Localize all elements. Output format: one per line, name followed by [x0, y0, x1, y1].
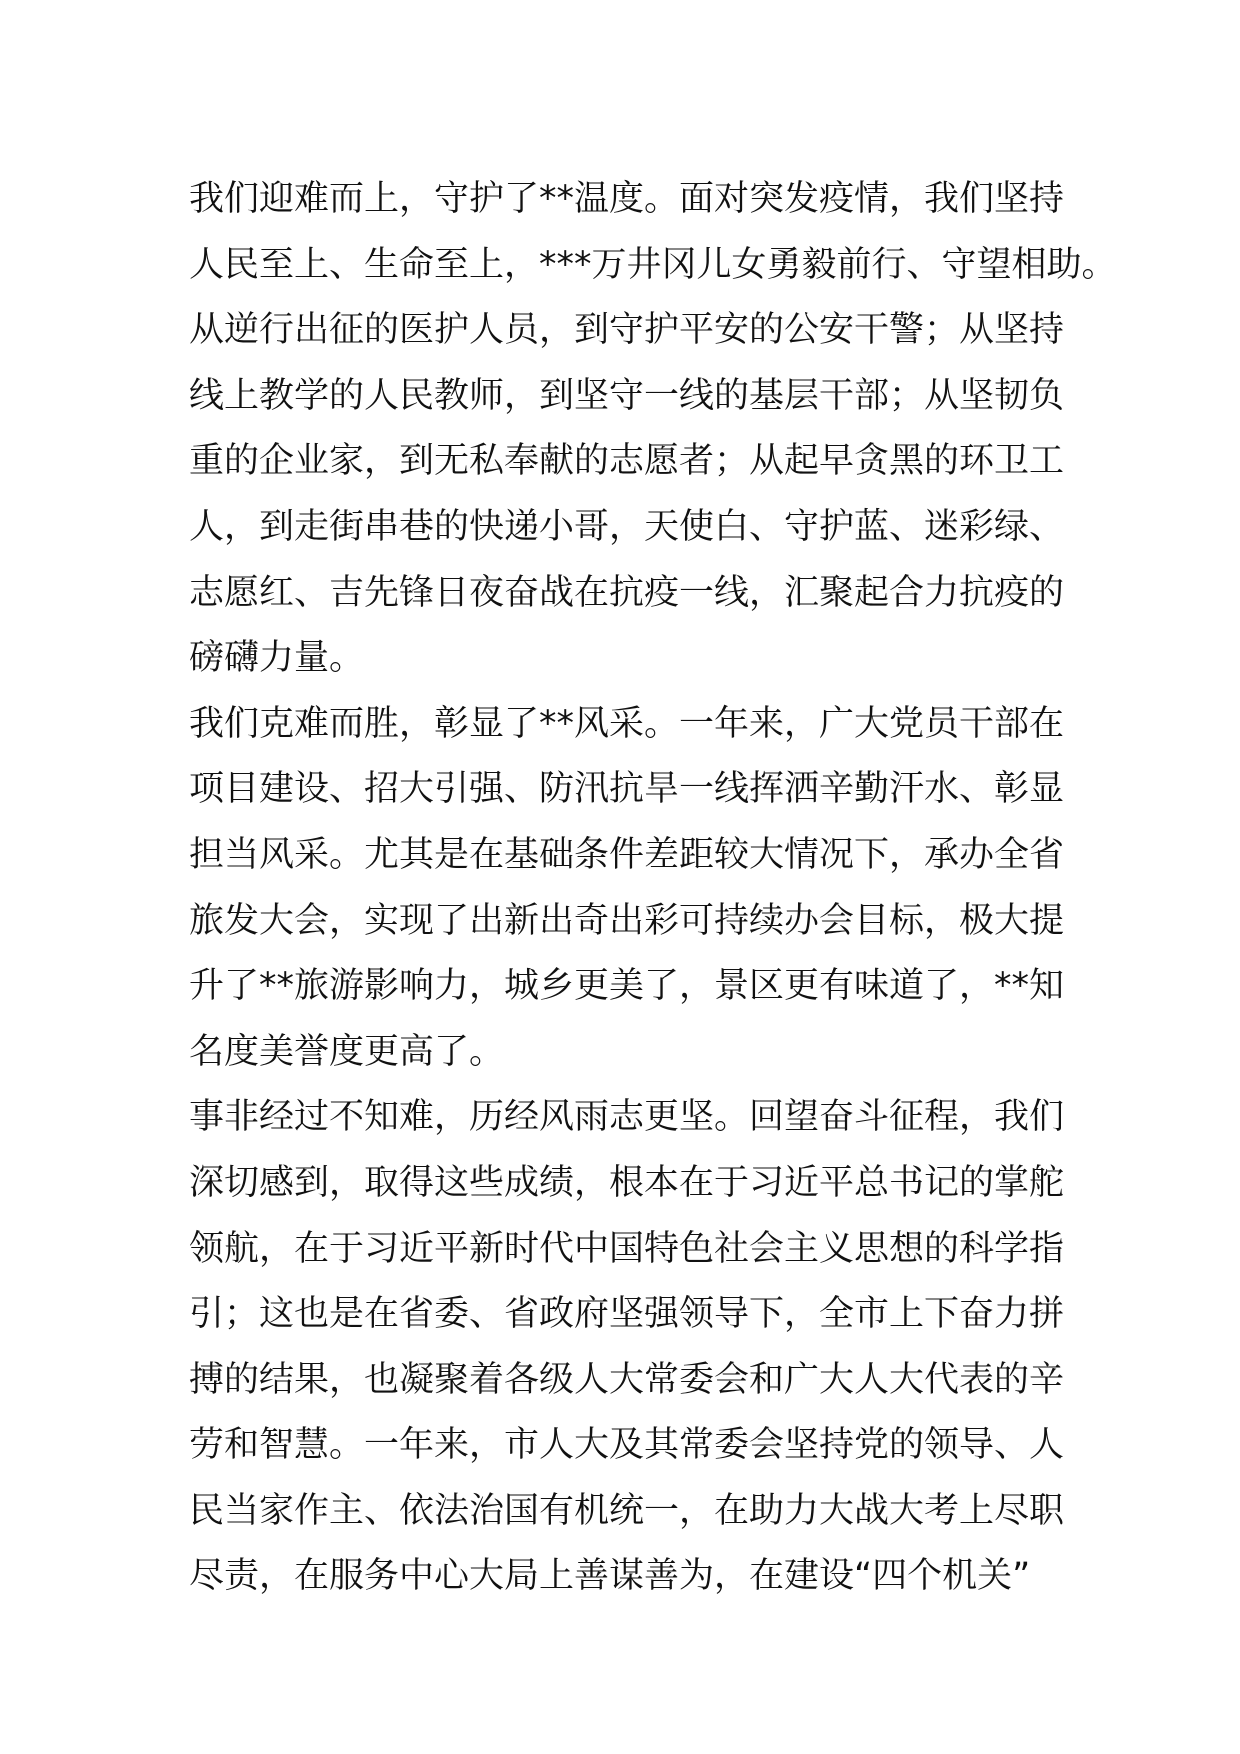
text-line: 项目建设、招大引强、防汛抗旱一线挥洒辛勤汗水、彰显: [189, 769, 1065, 810]
text-line: 深切感到，取得这些成绩，根本在于习近平总书记的掌舵: [189, 1162, 1065, 1203]
text-line: 领航，在于习近平新时代中国特色社会主义思想的科学指: [189, 1228, 1065, 1269]
text-line: 志愿红、吉先锋日夜奋战在抗疫一线，汇聚起合力抗疫的: [189, 572, 1065, 613]
text-line: 重的企业家，到无私奉献的志愿者；从起早贪黑的环卫工: [189, 441, 1065, 482]
text-line: 搏的结果，也凝聚着各级人大常委会和广大人大代表的辛: [189, 1359, 1065, 1400]
text-line: 从逆行出征的医护人员，到守护平安的公安干警；从坚持: [189, 310, 1065, 351]
text-line: 人，到走街串巷的快递小哥，天使白、守护蓝、迷彩绿、: [189, 506, 1065, 547]
text-line: 线上教学的人民教师，到坚守一线的基层干部；从坚韧负: [189, 375, 1065, 416]
text-line: 我们克难而胜，彰显了**风采。一年来，广大党员干部在: [189, 703, 1065, 744]
text-line: 人民至上、生命至上，***万井冈儿女勇毅前行、守望相助。: [189, 244, 1117, 285]
text-line: 引；这也是在省委、省政府坚强领导下，全市上下奋力拼: [189, 1294, 1065, 1335]
text-line: 名度美誉度更高了。: [189, 1031, 505, 1072]
text-line: 劳和智慧。一年来，市人大及其常委会坚持党的领导、人: [189, 1425, 1065, 1466]
text-line: 磅礴力量。: [189, 638, 365, 679]
text-line: 我们迎难而上，守护了**温度。面对突发疫情，我们坚持: [189, 179, 1065, 219]
text-line: 旅发大会，实现了出新出奇出彩可持续办会目标，极大提: [189, 900, 1065, 941]
text-line: 事非经过不知难，历经风雨志更坚。回望奋斗征程，我们: [189, 1097, 1065, 1138]
text-line: 尽责，在服务中心大局上善谋善为，在建设“四个机关”: [189, 1556, 1031, 1597]
text-line: 民当家作主、依法治国有机统一，在助力大战大考上尽职: [189, 1490, 1065, 1531]
body-text: [189, 167, 1117, 1610]
text-line: 担当风采。尤其是在基础条件差距较大情况下，承办全省: [189, 834, 1065, 875]
text-line: 升了**旅游影响力，城乡更美了，景区更有味道了，**知: [189, 966, 1065, 1007]
